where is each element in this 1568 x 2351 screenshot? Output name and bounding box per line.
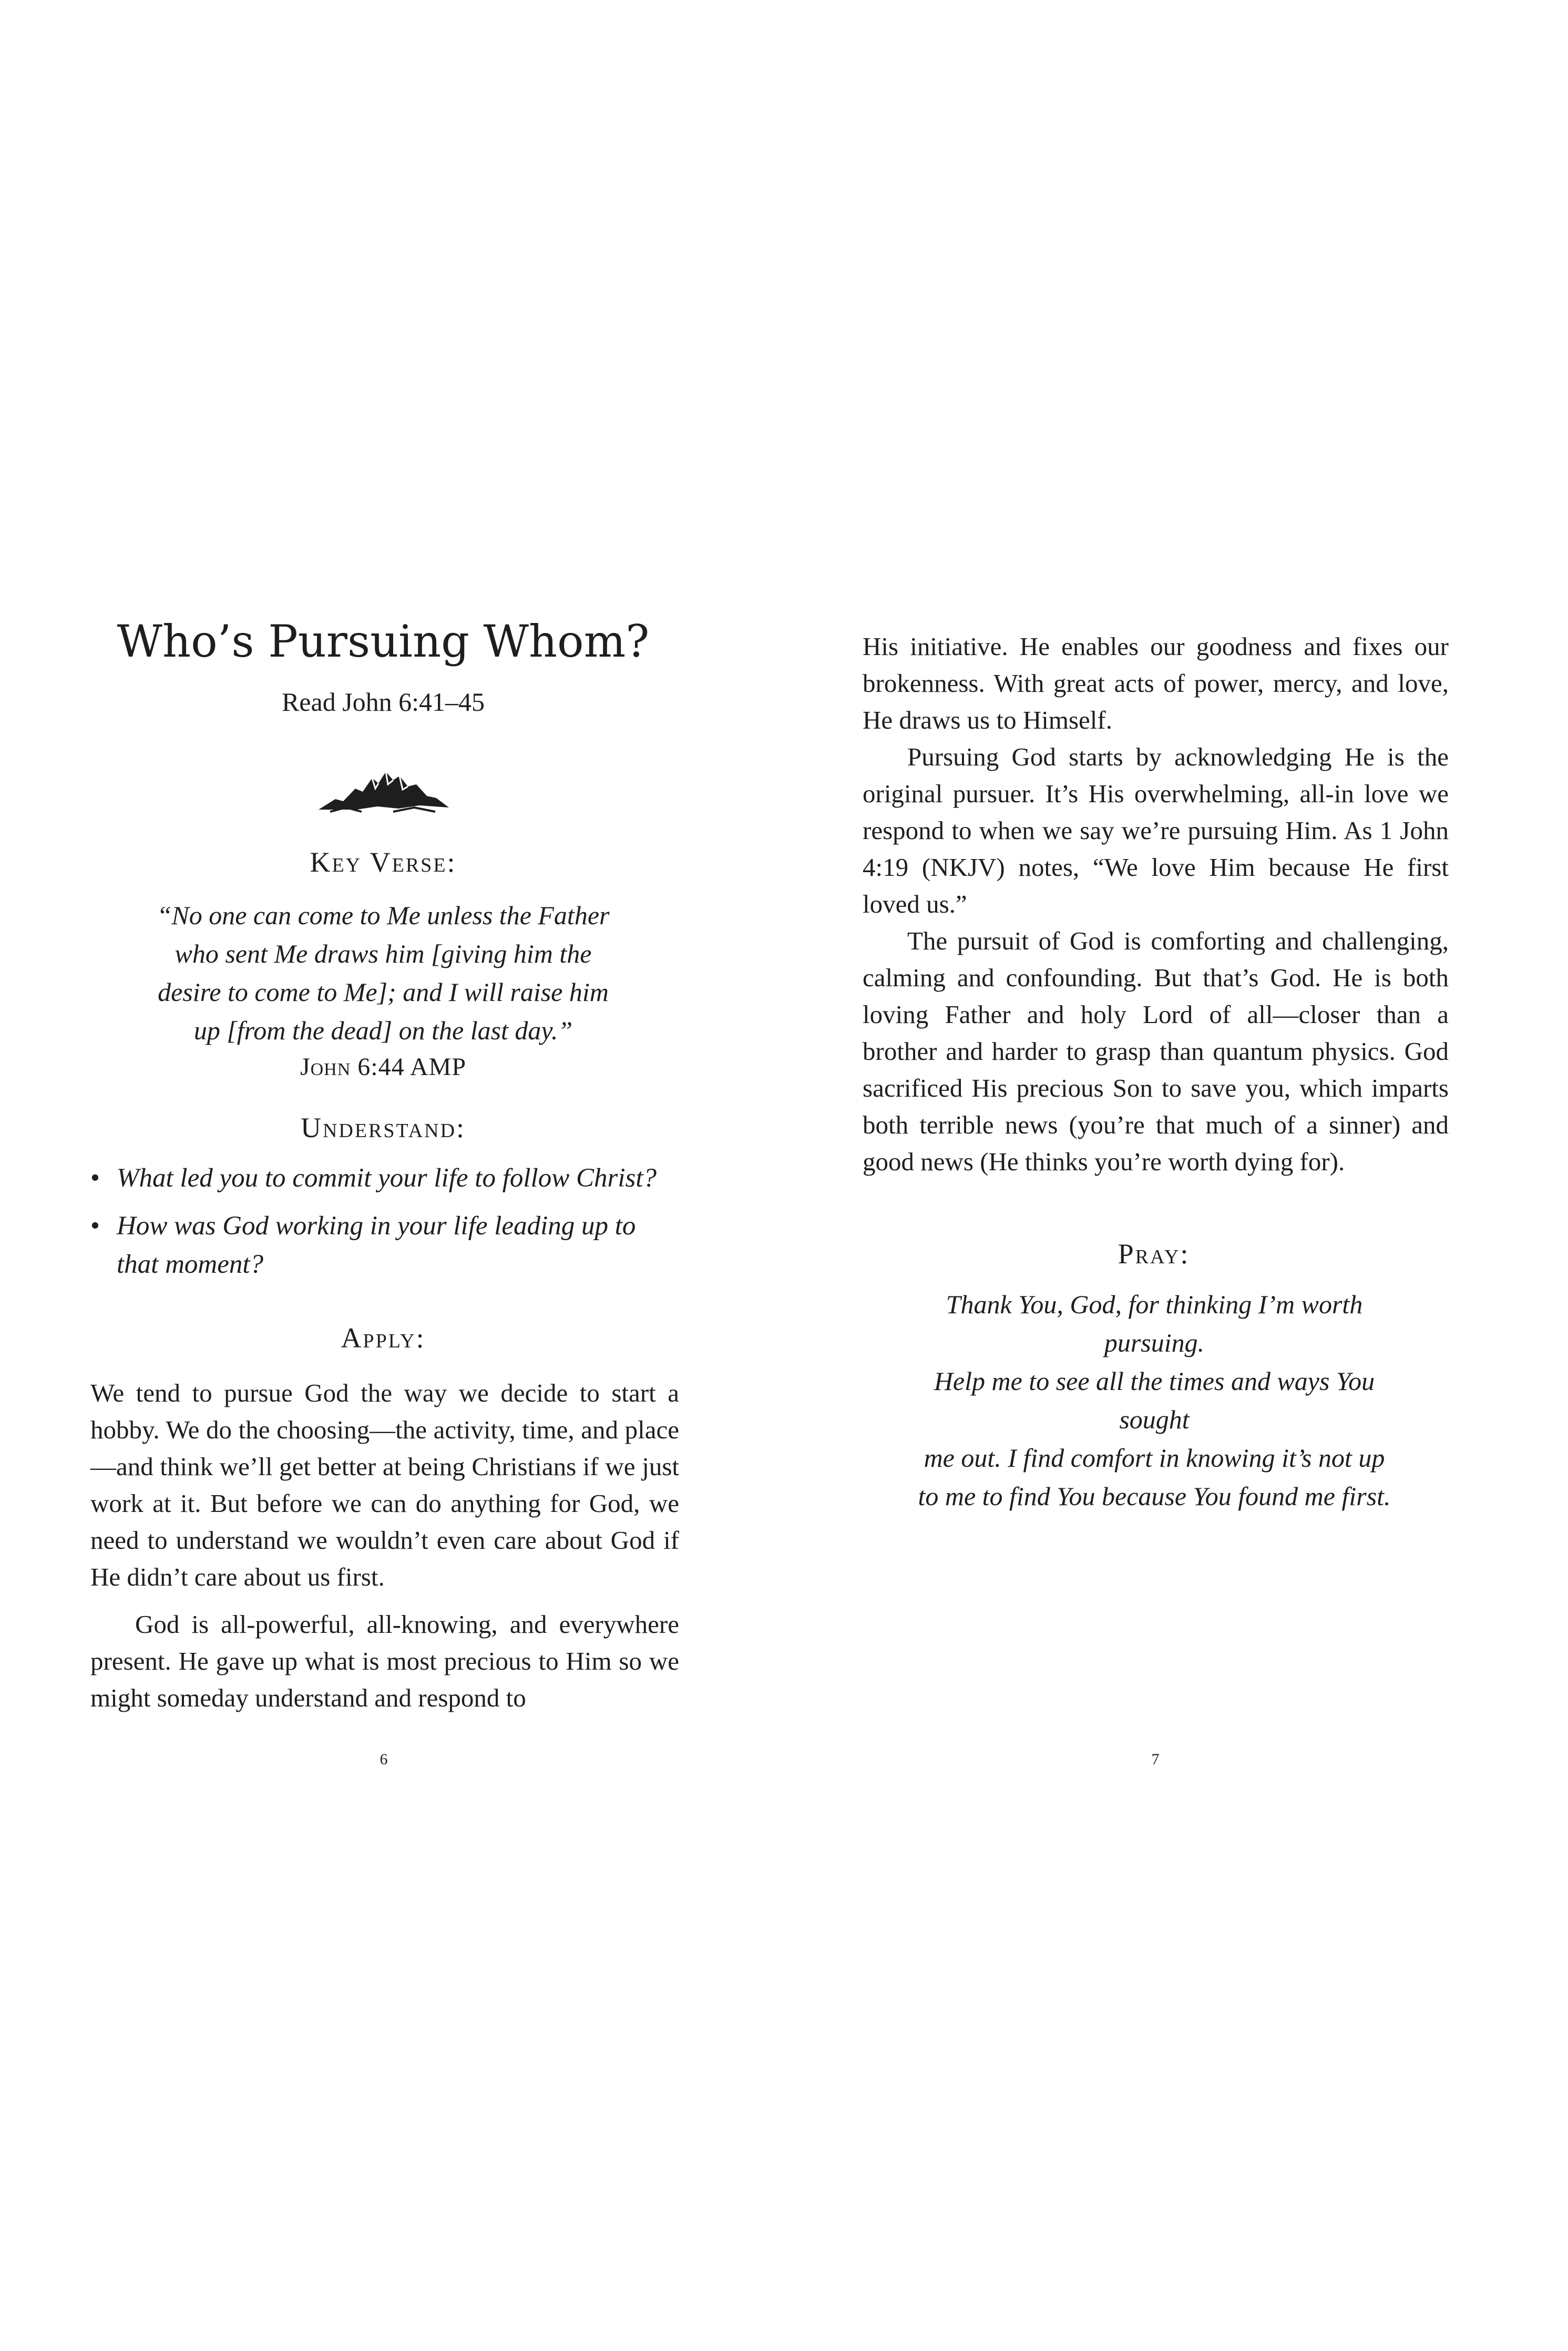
page-number: 7 bbox=[1151, 1751, 1160, 1768]
question-text: How was God working in your life leading up to that moment? bbox=[117, 1211, 636, 1279]
prayer-text bbox=[905, 1285, 1404, 1516]
question-item bbox=[90, 1159, 679, 1198]
apply-heading: Apply: bbox=[341, 1322, 426, 1354]
apply-paragraph: We tend to pursue God the way we decide to start a hobby. We do the choosing—the activity, time, and place—and think we’ll get better at being Christians if we just work at it. But before we can do anything for God, we need to understand we wouldn’t even care about God if He didn’t care about us first. bbox=[90, 1378, 679, 1591]
right-page bbox=[784, 0, 1568, 2351]
devotional-title: Who’s Pursuing Whom? bbox=[117, 616, 650, 667]
bullet-icon: • bbox=[90, 1211, 100, 1241]
key-verse-text bbox=[131, 896, 635, 1050]
prayer-line: Thank You, God, for thinking I’m worth pursuing. bbox=[946, 1290, 1363, 1357]
understand-questions bbox=[90, 1159, 679, 1293]
bullet-icon: • bbox=[90, 1163, 100, 1193]
prayer-line: Help me to see all the times and ways You sought bbox=[934, 1366, 1375, 1434]
question-item bbox=[90, 1207, 679, 1284]
prayer-line: me out. I find comfort in knowing it’s not up bbox=[924, 1443, 1385, 1473]
apply-body bbox=[90, 1375, 679, 1716]
question-text: What led you to commit your life to follow Christ? bbox=[117, 1163, 657, 1193]
body-paragraph: Pursuing God starts by acknowledging He is the original pursuer. It’s His overwhelming, all-in love we respond to when we say we’re pursuing Him. As 1 John 4:19 (NKJV) notes, “We love Him because He first loved us.” bbox=[863, 742, 1449, 918]
body-paragraph: His initiative. He enables our goodness and fixes our brokenness. With great acts of power, mercy, and love, He draws us to Himself. bbox=[863, 632, 1449, 734]
key-verse-line: desire to come to Me]; and I will raise him bbox=[158, 977, 609, 1007]
mountain-range-icon bbox=[314, 757, 452, 815]
apply-paragraph: God is all-powerful, all-knowing, and everywhere present. He gave up what is most precious to Him so we might someday understand and respond to bbox=[90, 1610, 679, 1712]
prayer-line: to me to find You because You found me first. bbox=[918, 1481, 1391, 1511]
body-paragraph: The pursuit of God is comforting and challenging, calming and confounding. But that’s God. He is both loving Father and holy Lord of all—closer than a brother and harder to grasp than quantum physics. God sacrificed His precious Son to save you, which imparts both terrible news (you’re that much of a sinner) and good news (He thinks you’re worth dying for). bbox=[863, 926, 1449, 1176]
key-verse-line: who sent Me draws him [giving him the bbox=[175, 939, 592, 968]
understand-heading: Understand: bbox=[300, 1112, 466, 1143]
key-verse-reference: John 6:44 AMP bbox=[300, 1053, 467, 1081]
key-verse-line: “No one can come to Me unless the Father bbox=[157, 901, 610, 930]
continued-body bbox=[863, 628, 1449, 1180]
key-verse-heading: Key Verse: bbox=[310, 846, 457, 878]
scripture-reading: Read John 6:41–45 bbox=[281, 687, 485, 717]
pray-heading: Pray: bbox=[1118, 1238, 1190, 1270]
page-number: 6 bbox=[380, 1751, 388, 1768]
key-verse-line: up [from the dead] on the last day.” bbox=[193, 1016, 573, 1045]
